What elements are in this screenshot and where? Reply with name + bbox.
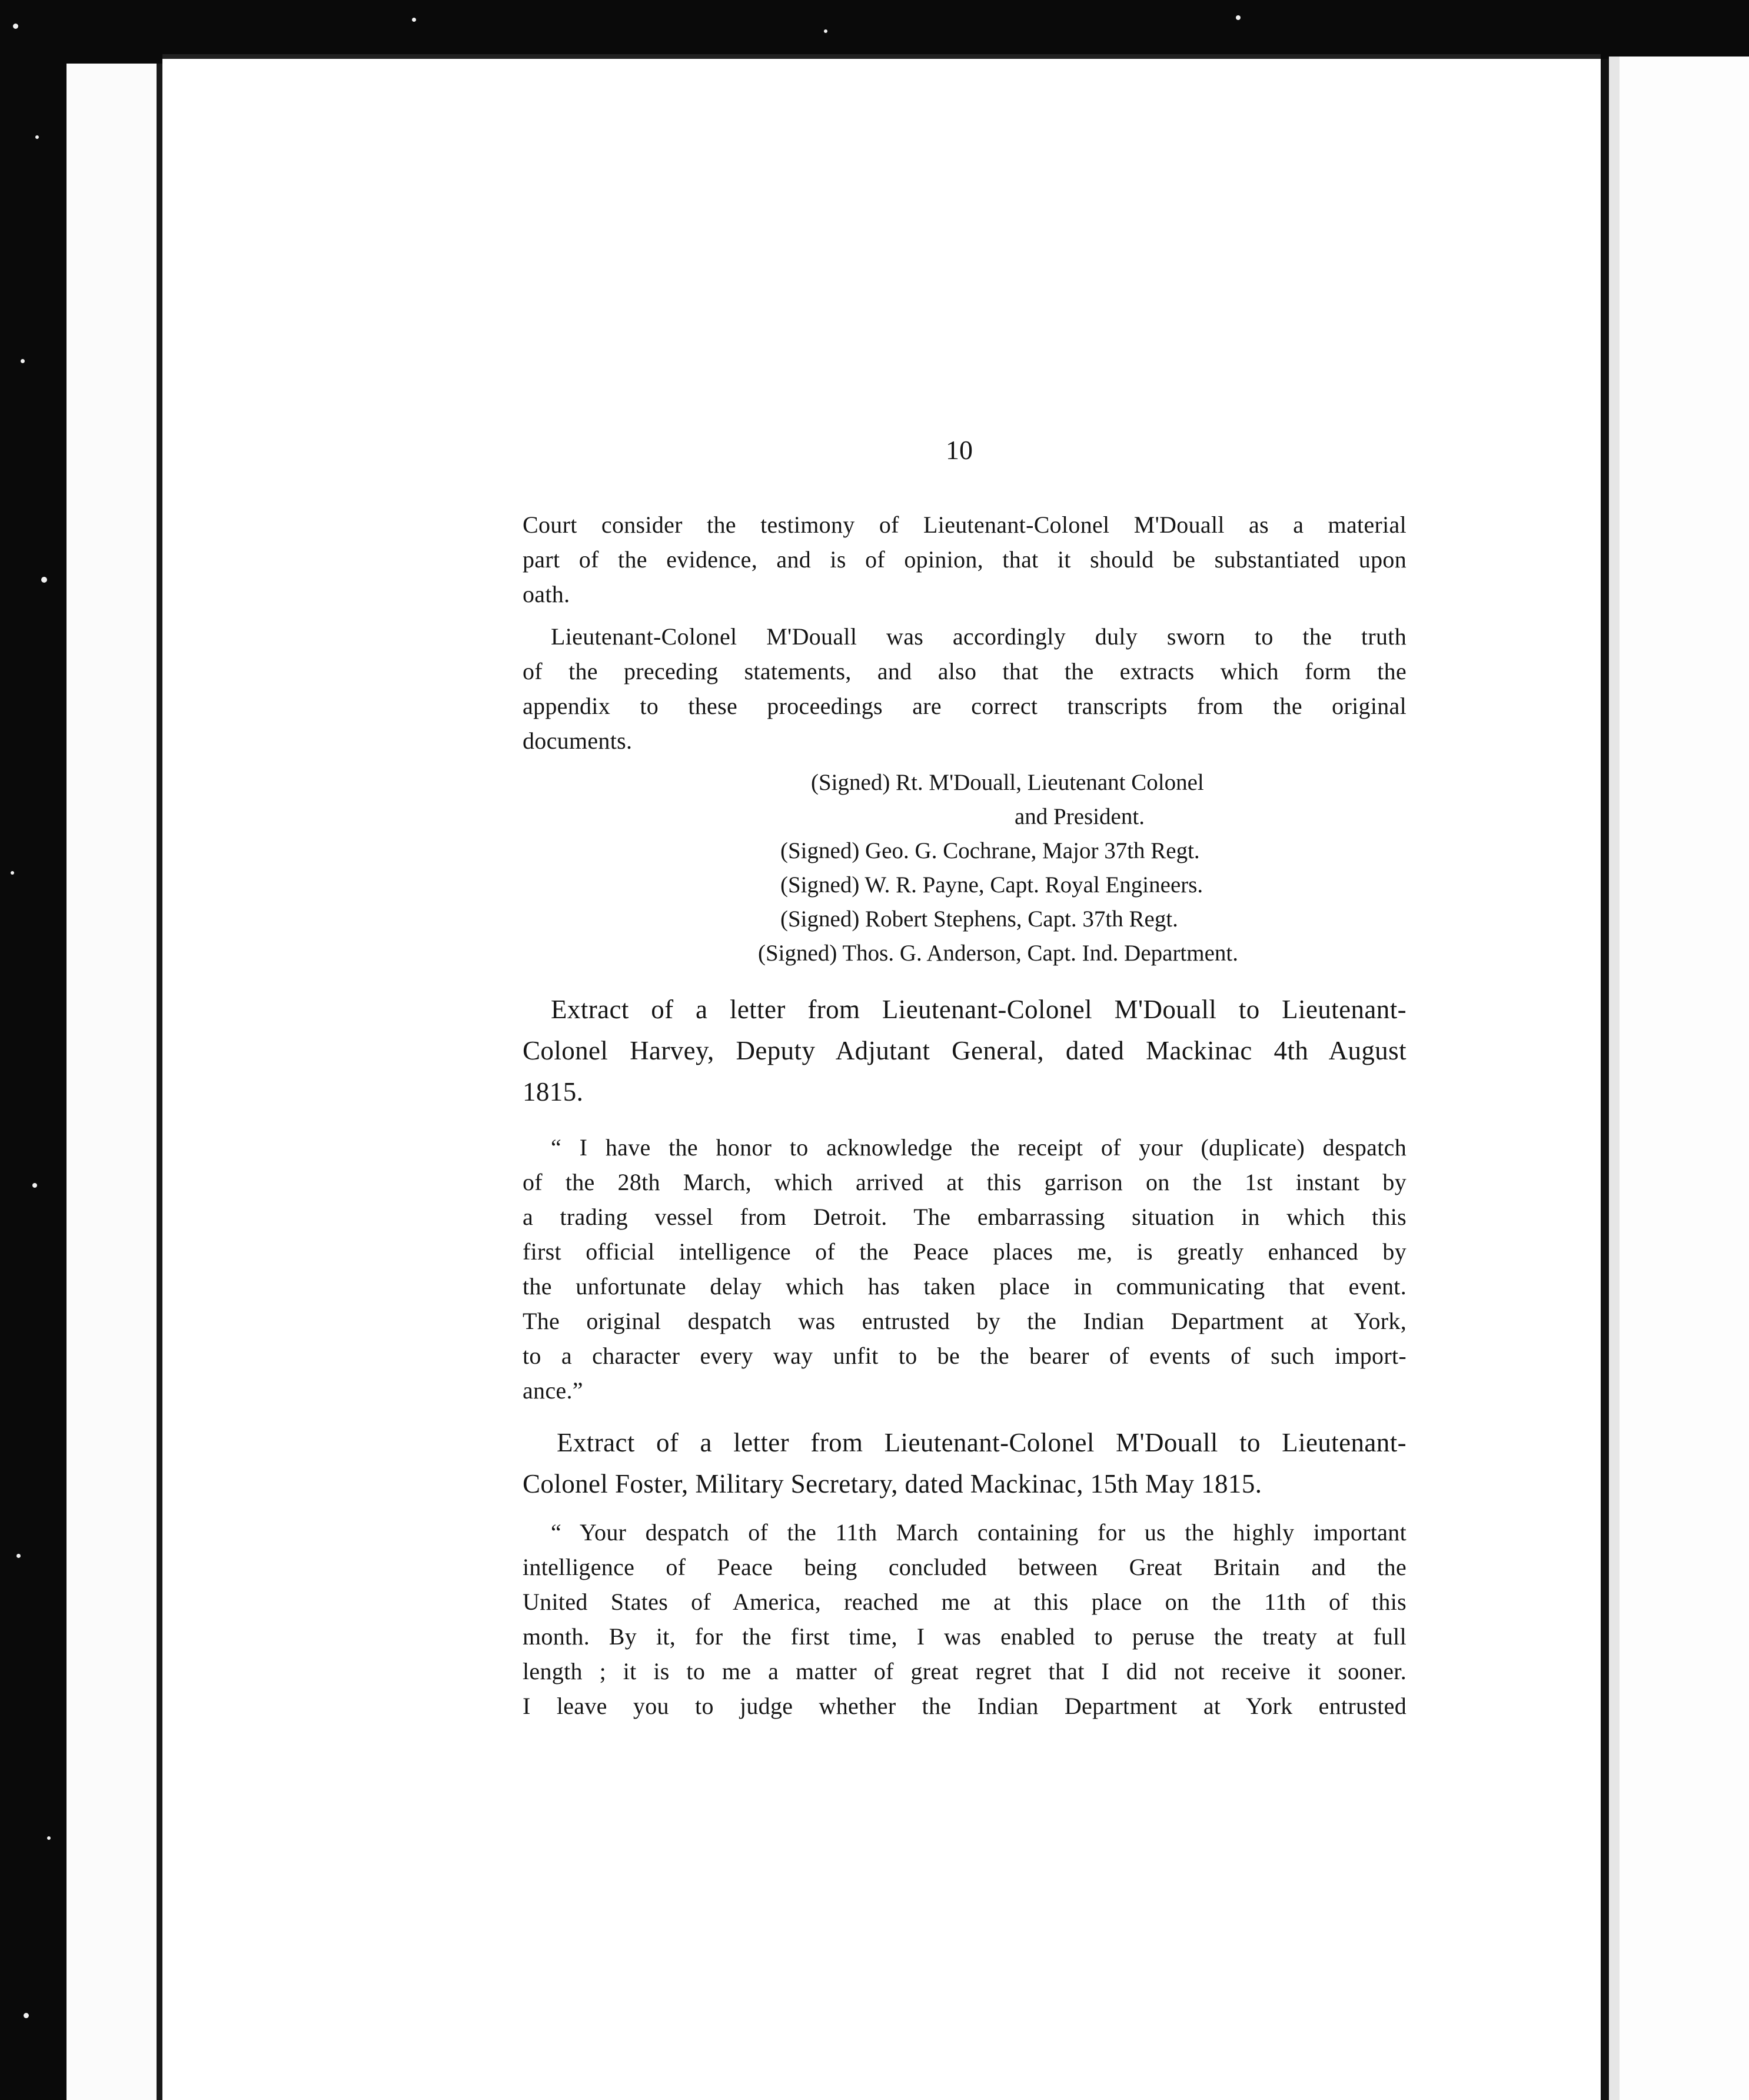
- scan-speck: [35, 135, 39, 139]
- signature-line-stephens: (Signed) Robert Stephens, Capt. 37th Regt.: [780, 906, 1178, 932]
- heading-line: 1815.: [523, 1077, 584, 1107]
- scan-speck: [824, 29, 827, 33]
- extract-heading: [523, 989, 1406, 1112]
- page-number: 10: [946, 435, 973, 465]
- text-line: of the 28th March, which arrived at this garrison on the 1st instant by: [523, 1169, 1406, 1195]
- heading-line: Extract of a letter from Lieutenant-Colonel M'Douall to Lieutenant-: [557, 1428, 1406, 1457]
- text-line: oath.: [523, 581, 570, 607]
- text-line: first official intelligence of the Peace places me, is greatly enhanced by: [523, 1238, 1406, 1265]
- sworn-paragraph: [523, 619, 1406, 758]
- text-line: “ Your despatch of the 11th March containing for us the highly important: [551, 1519, 1406, 1546]
- page-edge-shadow: [157, 64, 162, 2100]
- extract-body: [523, 1515, 1406, 1723]
- signature-line-title: and President.: [1015, 804, 1145, 829]
- extract-body: [523, 1130, 1406, 1408]
- text-line: documents.: [523, 727, 633, 754]
- text-line: Lieutenant-Colonel M'Douall was accordingly duly sworn to the truth: [551, 623, 1406, 650]
- scan-speck: [47, 1836, 51, 1840]
- heading-line: Colonel Harvey, Deputy Adjutant General, dated Mackinac 4th August: [523, 1036, 1406, 1065]
- scan-speck: [24, 2013, 29, 2018]
- text-line: Court consider the testimony of Lieutenant-Colonel M'Douall as a material: [523, 511, 1406, 538]
- adjacent-page: [1609, 57, 1749, 2100]
- heading-line: Colonel Foster, Military Secretary, dated Mackinac, 15th May 1815.: [523, 1469, 1262, 1498]
- scan-speck: [13, 24, 18, 29]
- scan-speck: [32, 1183, 37, 1188]
- text-line: “ I have the honor to acknowledge the receipt of your (duplicate) despatch: [551, 1134, 1406, 1161]
- signature-line-anderson: (Signed) Thos. G. Anderson, Capt. Ind. Department.: [758, 941, 1238, 966]
- text-line: length ; it is to me a matter of great regret that I did not receive it sooner.: [523, 1658, 1406, 1684]
- text-line: to a character every way unfit to be the bearer of events of such import-: [523, 1343, 1406, 1369]
- text-line: a trading vessel from Detroit. The embarrassing situation in which this: [523, 1204, 1406, 1230]
- scan-speck: [412, 18, 416, 22]
- left-page-margin-strip: [66, 64, 157, 2100]
- text-line: of the preceding statements, and also that the extracts which form the: [523, 658, 1406, 685]
- signature-line-president: (Signed) Rt. M'Douall, Lieutenant Colonel: [811, 770, 1204, 795]
- signature-line-payne: (Signed) W. R. Payne, Capt. Royal Engineers.: [780, 872, 1203, 898]
- text-line: appendix to these proceedings are correct transcripts from the original: [523, 693, 1406, 719]
- heading-line: Extract of a letter from Lieutenant-Colonel M'Douall to Lieutenant-: [551, 995, 1406, 1024]
- text-line: part of the evidence, and is of opinion, that it should be substantiated upon: [523, 546, 1406, 573]
- text-line: The original despatch was entrusted by the Indian Department at York,: [523, 1308, 1406, 1334]
- text-line: month. By it, for the first time, I was enabled to peruse the treaty at full: [523, 1623, 1406, 1650]
- book-gutter: [1601, 59, 1609, 2100]
- scan-speck: [11, 871, 14, 875]
- extract-heading: [523, 1422, 1406, 1504]
- text-line: intelligence of Peace being concluded between Great Britain and the: [523, 1554, 1406, 1580]
- scan-speck: [41, 577, 47, 583]
- scan-speck: [21, 359, 25, 363]
- text-line: I leave you to judge whether the Indian Department at York entrusted: [523, 1693, 1406, 1719]
- text-line: United States of America, reached me at this place on the 11th of this: [523, 1589, 1406, 1615]
- text-line: the unfortunate delay which has taken place in communicating that event.: [523, 1273, 1406, 1300]
- signature-line-cochrane: (Signed) Geo. G. Cochrane, Major 37th Regt.: [780, 838, 1200, 863]
- text-line: ance.”: [523, 1377, 583, 1404]
- adjacent-page-shadow: [1609, 57, 1620, 2100]
- scan-speck: [1236, 15, 1241, 20]
- intro-paragraph: [523, 507, 1406, 612]
- scan-speck: [16, 1554, 21, 1558]
